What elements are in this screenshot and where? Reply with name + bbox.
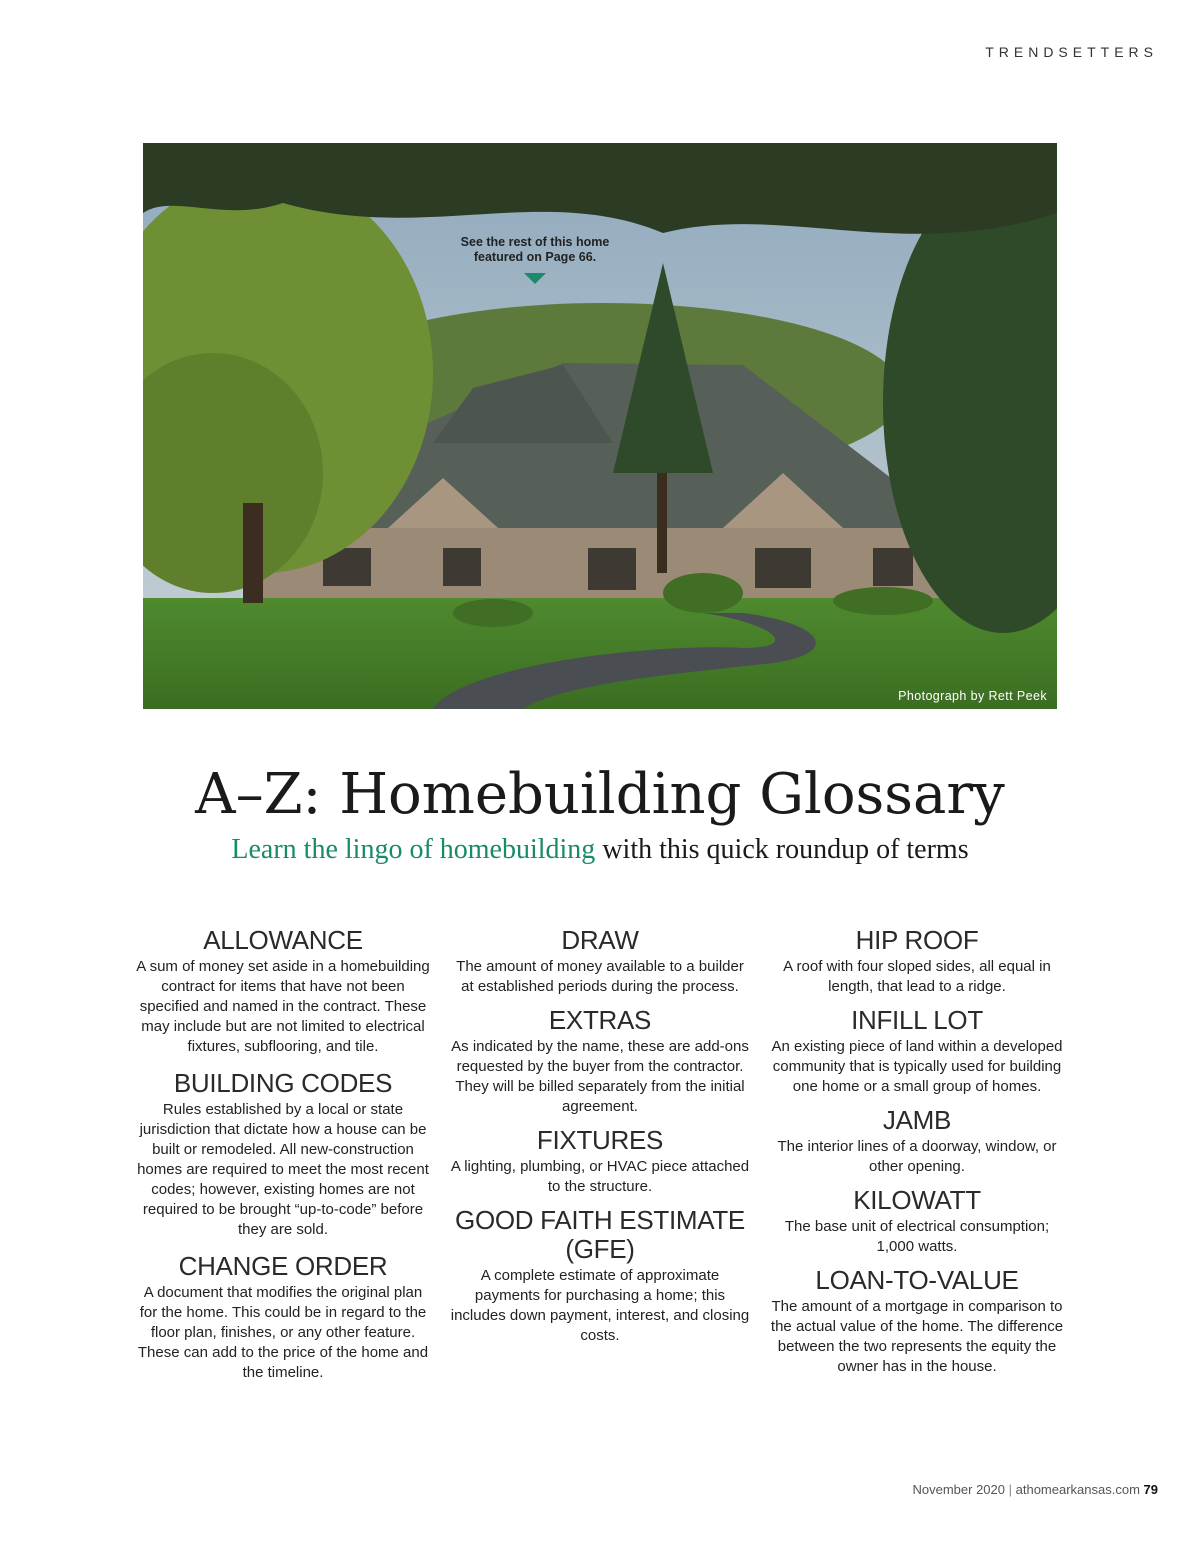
glossary-entry xyxy=(448,926,752,997)
glossary-term: BUILDING CODES xyxy=(173,1068,393,1098)
page-number: 79 xyxy=(1143,1482,1158,1497)
website-link[interactable]: athomearkansas.com xyxy=(1015,1482,1140,1497)
glossary-entry xyxy=(765,1186,1069,1257)
house-illustration xyxy=(143,143,1057,709)
subtitle-rest: with this quick roundup of terms xyxy=(602,834,969,865)
glossary-term: CHANGE ORDER xyxy=(178,1251,388,1281)
photo-callout: See the rest of this home featured on Page 66. xyxy=(460,235,610,264)
glossary-entry xyxy=(448,1006,752,1117)
glossary-definition: The interior lines of a doorway, window, or other opening. xyxy=(777,1138,1057,1175)
glossary-column-1 xyxy=(133,926,433,1383)
glossary-entry xyxy=(133,926,433,1057)
glossary-definition: A sum of money set aside in a homebuilding contract for items that have not been specified and named in the contract. These may include but are not limited to electrical fixtures, subflooring, and tile. xyxy=(136,958,430,1055)
glossary-definition: A complete estimate of approximate payments for purchasing a home; this includes down payment, interest, and closing costs. xyxy=(450,1267,750,1344)
footer-separator: | xyxy=(1008,1482,1012,1497)
glossary-entry xyxy=(448,1126,752,1197)
glossary-definition: A document that modifies the original plan for the home. This could be in regard to the floor plan, finishes, or any other feature. These can add to the price of the home and the timeline. xyxy=(137,1284,429,1381)
glossary-term: LOAN-TO-VALUE xyxy=(815,1265,1019,1295)
glossary-definition: An existing piece of land within a developed community that is typically used for building one home or a small group of homes. xyxy=(771,1038,1063,1095)
glossary-entry xyxy=(765,1006,1069,1097)
section-label: TRENDSETTERS xyxy=(985,44,1158,60)
photo-credit: Photograph by Rett Peek xyxy=(898,689,1047,703)
glossary-term: EXTRAS xyxy=(548,1005,652,1035)
glossary-term: ALLOWANCE xyxy=(203,925,363,955)
glossary-definition: Rules established by a local or state jurisdiction that dictate how a house can be built or remodeled. All new-construction homes are required to meet the most recent codes; however, existing homes are not required to be brought “up-to-code” before they are sold. xyxy=(137,1101,429,1238)
article-subtitle xyxy=(0,832,1200,868)
article-title: A–Z: Homebuilding Glossary xyxy=(195,762,1005,827)
subtitle-accent: Learn the lingo of homebuilding xyxy=(231,834,596,865)
glossary-column-3 xyxy=(765,926,1069,1377)
glossary-entry xyxy=(448,1206,752,1346)
glossary-term: JAMB xyxy=(882,1105,952,1135)
glossary-term: FIXTURES xyxy=(536,1125,664,1155)
glossary-entry xyxy=(133,1252,433,1383)
glossary-definition: The base unit of electrical consumption; 1,000 watts. xyxy=(784,1218,1050,1255)
glossary-definition: A lighting, plumbing, or HVAC piece attached to the structure. xyxy=(450,1158,750,1195)
glossary-definition: A roof with four sloped sides, all equal in length, that lead to a ridge. xyxy=(783,958,1051,995)
glossary-term: DRAW xyxy=(561,925,639,955)
glossary-term: INFILL LOT xyxy=(851,1005,983,1035)
glossary-definition: The amount of money available to a builder at established periods during the process. xyxy=(456,958,744,995)
glossary-definition: As indicated by the name, these are add-ons requested by the buyer from the contractor. They will be billed separately from the initial agreement. xyxy=(451,1038,749,1115)
glossary-entry xyxy=(765,926,1069,997)
glossary-definition: The amount of a mortgage in comparison to the actual value of the home. The difference between the two represents the equity the owner has in the house. xyxy=(770,1298,1064,1375)
down-arrow-icon xyxy=(524,273,546,284)
glossary-column-2 xyxy=(448,926,752,1346)
glossary-entry xyxy=(765,1106,1069,1177)
glossary-term: HIP ROOF xyxy=(855,925,979,955)
glossary-entry xyxy=(765,1266,1069,1377)
glossary-term: GOOD FAITH ESTIMATE (GFE) xyxy=(455,1205,745,1264)
glossary-term: KILOWATT xyxy=(853,1185,981,1215)
page-footer xyxy=(912,1482,1158,1497)
feature-photo xyxy=(143,143,1057,709)
issue-date: November 2020 xyxy=(912,1482,1005,1497)
glossary-entry xyxy=(133,1069,433,1240)
